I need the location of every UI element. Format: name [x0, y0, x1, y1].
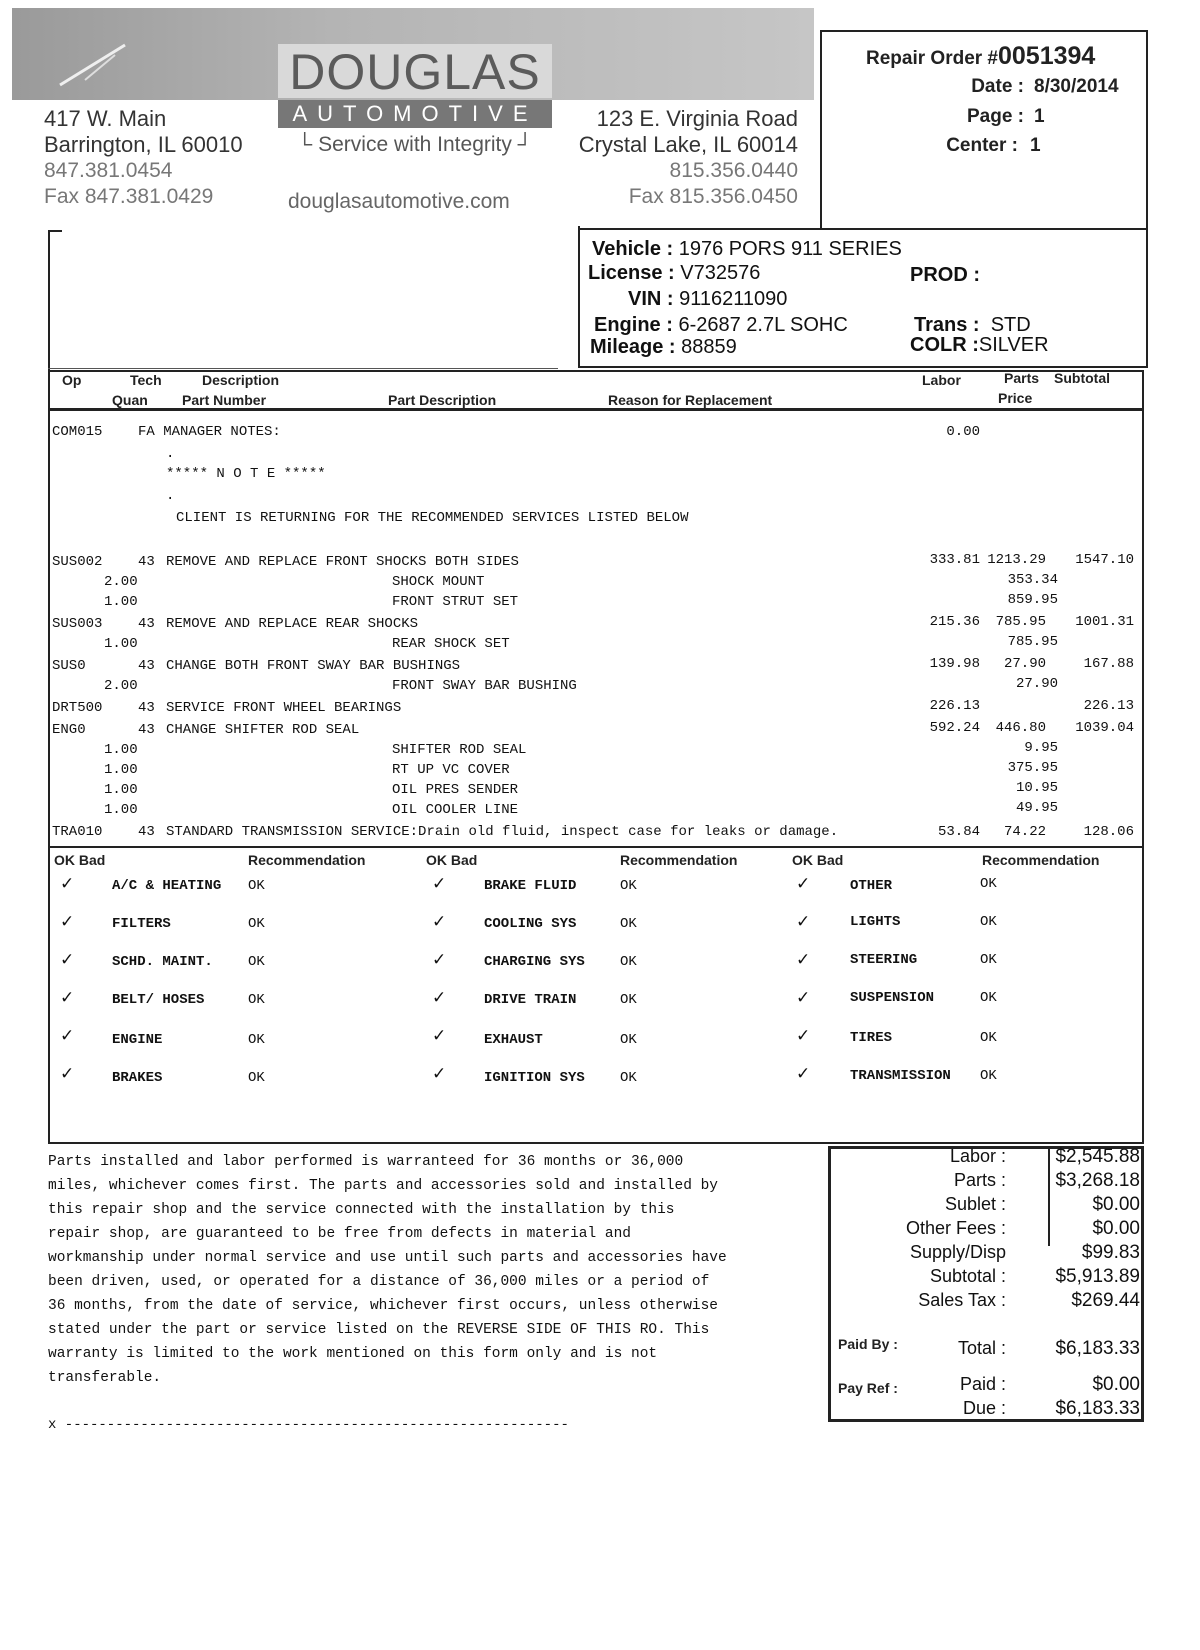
- service-op: DRT500: [52, 700, 103, 716]
- part-desc: RT UP VC COVER: [392, 762, 510, 778]
- logo-tagline: └ Service with Integrity ┘: [297, 133, 533, 156]
- col-labor: Labor: [922, 372, 961, 388]
- insp-item-value: OK: [248, 1070, 265, 1086]
- check-icon: ✓: [432, 912, 447, 931]
- part-qty: 1.00: [104, 762, 138, 778]
- check-icon: ✓: [60, 1026, 75, 1045]
- warranty-line: 36 months, from the date of service, whichever first occurs, unless otherwise: [48, 1298, 719, 1314]
- vin-row: [628, 288, 787, 311]
- part-qty: 1.00: [104, 594, 138, 610]
- line-items-frame: [48, 370, 1144, 1144]
- insp-item-name: OTHER: [850, 878, 893, 894]
- part-qty: 1.00: [104, 636, 138, 652]
- service-op: SUS003: [52, 616, 103, 632]
- insp-item-value: OK: [980, 1030, 997, 1046]
- mileage-value: 88859: [681, 336, 737, 358]
- license-row: [588, 262, 760, 285]
- insp-item-value: OK: [620, 916, 637, 932]
- service-labor: 592.24: [929, 720, 980, 736]
- engine-row: [594, 314, 848, 337]
- supply-disp-label: Supply/Disp: [909, 1242, 1006, 1262]
- supply-disp-value: $99.83: [1081, 1242, 1140, 1263]
- insp-item-name: IGNITION SYS: [484, 1070, 585, 1086]
- insp-item-value: OK: [980, 914, 997, 930]
- insp-item-name: DRIVE TRAIN: [484, 992, 577, 1008]
- insp-item-name: SCHD. MAINT.: [112, 954, 213, 970]
- ro-date-label: Date :: [971, 76, 1024, 97]
- shop-website[interactable]: douglasautomotive.com: [288, 190, 510, 213]
- check-icon: ✓: [60, 950, 75, 969]
- colr-label: COLR :: [910, 334, 979, 356]
- service-parts: 785.95: [995, 614, 1046, 630]
- warranty-line: been driven, used, or operated for a distance of 36,000 miles or a period of: [48, 1274, 710, 1290]
- check-icon: ✓: [796, 1064, 811, 1083]
- service-parts: 1213.29: [987, 552, 1046, 568]
- paid-label: Paid :: [959, 1374, 1006, 1394]
- location1-phone: 847.381.0454: [44, 159, 173, 182]
- warranty-line: repair shop, are guaranteed to be free from defects in material and: [48, 1226, 631, 1242]
- insp-item-name: STEERING: [850, 952, 918, 968]
- part-price: 375.95: [1007, 760, 1058, 776]
- service-op: ENG0: [52, 722, 86, 738]
- colr-value: SILVER: [978, 334, 1049, 356]
- service-subtotal: 128.06: [1083, 824, 1134, 840]
- service-subtotal: 226.13: [1083, 698, 1134, 714]
- service-tech: 43: [138, 722, 155, 738]
- part-desc: OIL PRES SENDER: [392, 782, 519, 798]
- check-icon: ✓: [796, 874, 811, 893]
- ro-number: 0051394: [998, 42, 1096, 70]
- part-price: 785.95: [1007, 634, 1058, 650]
- service-parts: 446.80: [995, 720, 1046, 736]
- location2-city: Crystal Lake, IL 60014: [578, 132, 798, 157]
- paid-by-label: Paid By :: [838, 1336, 898, 1352]
- insp-okbad-1: OK Bad: [54, 852, 106, 868]
- warranty-line: this repair shop and the service connected with the installation by this: [48, 1202, 675, 1218]
- insp-item-name: BRAKE FLUID: [484, 878, 577, 894]
- signature-line[interactable]: x ------------------------------------------------------------: [48, 1417, 569, 1433]
- insp-item-name: TRANSMISSION: [850, 1068, 951, 1084]
- service-parts: 27.90: [1003, 656, 1046, 672]
- col-tech: Tech: [130, 372, 162, 388]
- service-labor: 53.84: [937, 824, 980, 840]
- part-desc: SHIFTER ROD SEAL: [392, 742, 527, 758]
- insp-rec-1: Recommendation: [248, 852, 366, 868]
- warranty-line: stated under the part or service listed on the REVERSE SIDE OF THIS RO. This: [48, 1322, 710, 1338]
- insp-item-value: OK: [248, 916, 265, 932]
- sales-tax-value: $269.44: [1071, 1290, 1140, 1311]
- part-desc: FRONT STRUT SET: [392, 594, 519, 610]
- mileage-label: Mileage :: [590, 336, 676, 358]
- vin-value: 9116211090: [679, 288, 788, 310]
- part-qty: 1.00: [104, 802, 138, 818]
- col-subtotal: Subtotal: [1054, 370, 1110, 386]
- warranty-line: Parts installed and labor performed is warranteed for 36 months or 36,000: [48, 1154, 684, 1170]
- insp-item-name: FILTERS: [112, 916, 171, 932]
- license-label: License :: [588, 262, 675, 284]
- service-parts: 74.22: [1003, 824, 1046, 840]
- service-desc: STANDARD TRANSMISSION SERVICE:Drain old fluid, inspect case for leaks or damage.: [166, 824, 839, 840]
- warranty-line: warranty is limited to the work mentioned on this form only and is not: [48, 1346, 658, 1362]
- insp-item-value: OK: [980, 876, 997, 892]
- insp-item-value: OK: [620, 1070, 637, 1086]
- labor-total-label: Labor :: [949, 1146, 1006, 1166]
- insp-okbad-3: OK Bad: [792, 852, 844, 868]
- notes-dot-2: .: [166, 488, 175, 504]
- insp-item-value: OK: [620, 992, 637, 1008]
- check-icon: ✓: [60, 912, 75, 931]
- notes-labor: 0.00: [946, 424, 980, 440]
- insp-item-value: OK: [620, 878, 637, 894]
- col-part-number: Part Number: [182, 392, 267, 408]
- warranty-line: transferable.: [48, 1370, 162, 1386]
- check-icon: ✓: [60, 1064, 75, 1083]
- part-price: 27.90: [1015, 676, 1058, 692]
- frame-bottom-rule: [48, 1142, 1144, 1144]
- sublet-value: $0.00: [1092, 1194, 1140, 1215]
- insp-item-value: OK: [248, 954, 265, 970]
- service-desc: SERVICE FRONT WHEEL BEARINGS: [166, 700, 402, 716]
- col-price: Price: [998, 390, 1033, 406]
- insp-item-name: A/C & HEATING: [112, 878, 222, 894]
- insp-item-value: OK: [248, 992, 265, 1008]
- total-label: Total :: [957, 1338, 1006, 1358]
- paid-value: $0.00: [1092, 1374, 1140, 1395]
- subtotal-value: $5,913.89: [1055, 1266, 1140, 1287]
- insp-item-name: SUSPENSION: [850, 990, 935, 1006]
- part-qty: 2.00: [104, 678, 138, 694]
- check-icon: ✓: [432, 1064, 447, 1083]
- warranty-line: miles, whichever comes first. The parts and accessories sold and installed by: [48, 1178, 719, 1194]
- colr-row: [910, 334, 1049, 357]
- trans-value: STD: [990, 314, 1031, 336]
- insp-item-name: ENGINE: [112, 1032, 163, 1048]
- col-op: Op: [62, 372, 82, 388]
- prod-label: PROD :: [910, 264, 980, 286]
- insp-item-value: OK: [980, 990, 997, 1006]
- license-value: V732576: [680, 262, 761, 284]
- insp-item-name: EXHAUST: [484, 1032, 543, 1048]
- insp-item-name: LIGHTS: [850, 914, 901, 930]
- col-quan: Quan: [112, 392, 148, 408]
- ro-date: 8/30/2014: [1034, 76, 1119, 97]
- insp-item-name: BRAKES: [112, 1070, 163, 1086]
- repair-order-number: [866, 42, 1095, 71]
- service-labor: 333.81: [929, 552, 980, 568]
- check-icon: ✓: [796, 912, 811, 931]
- col-description: Description: [202, 372, 280, 388]
- insp-item-value: OK: [980, 952, 997, 968]
- insp-item-value: OK: [980, 1068, 997, 1084]
- parts-total-label: Parts :: [953, 1170, 1006, 1190]
- part-desc: REAR SHOCK SET: [392, 636, 510, 652]
- location1-city: Barrington, IL 60010: [44, 132, 243, 157]
- part-qty: 1.00: [104, 782, 138, 798]
- col-parts: Parts: [1004, 370, 1040, 386]
- insp-item-value: OK: [620, 954, 637, 970]
- part-price: 49.95: [1015, 800, 1058, 816]
- tagline-text: Service with Integrity: [318, 133, 512, 156]
- check-icon: ✓: [432, 988, 447, 1007]
- part-qty: 2.00: [104, 574, 138, 590]
- check-icon: ✓: [796, 950, 811, 969]
- part-price: 859.95: [1007, 592, 1058, 608]
- logo-name: DOUGLAS: [289, 44, 541, 100]
- service-desc: CHANGE BOTH FRONT SWAY BAR BUSHINGS: [166, 658, 461, 674]
- service-subtotal: 1547.10: [1075, 552, 1134, 568]
- service-tech: 43: [138, 616, 155, 632]
- notes-title: FA MANAGER NOTES:: [138, 424, 281, 440]
- service-op: SUS002: [52, 554, 103, 570]
- check-icon: ✓: [60, 874, 75, 893]
- scratch-mark: [55, 40, 135, 90]
- ro-label: Repair Order #: [866, 48, 998, 69]
- due-label: Due :: [962, 1398, 1006, 1418]
- service-desc: REMOVE AND REPLACE FRONT SHOCKS BOTH SIDES: [166, 554, 519, 570]
- check-icon: ✓: [796, 1026, 811, 1045]
- check-icon: ✓: [796, 988, 811, 1007]
- check-icon: ✓: [432, 950, 447, 969]
- service-subtotal: 1001.31: [1075, 614, 1134, 630]
- sublet-label: Sublet :: [944, 1194, 1006, 1214]
- bracket-bottom: [48, 368, 558, 369]
- location2-street: 123 E. Virginia Road: [596, 106, 798, 131]
- service-subtotal: 1039.04: [1075, 720, 1134, 736]
- service-op: TRA010: [52, 824, 103, 840]
- part-price: 9.95: [1024, 740, 1058, 756]
- service-tech: 43: [138, 824, 155, 840]
- vehicle-label: Vehicle :: [592, 238, 674, 260]
- insp-rec-2: Recommendation: [620, 852, 738, 868]
- insp-rec-3: Recommendation: [982, 852, 1100, 868]
- insp-item-name: TIRES: [850, 1030, 893, 1046]
- parts-total-value: $3,268.18: [1055, 1170, 1140, 1191]
- part-desc: SHOCK MOUNT: [392, 574, 485, 590]
- warranty-text: [48, 1150, 808, 1390]
- service-tech: 43: [138, 554, 155, 570]
- vehicle-value: 1976 PORS 911 SERIES: [678, 238, 902, 260]
- vehicle-box-top: [578, 228, 1144, 230]
- insp-item-value: OK: [248, 878, 265, 894]
- engine-value: 6-2687 2.7L SOHC: [678, 314, 848, 336]
- labor-total-value: $2,545.88: [1055, 1146, 1140, 1167]
- notes-client: CLIENT IS RETURNING FOR THE RECOMMENDED SERVICES LISTED BELOW: [176, 510, 689, 526]
- part-desc: OIL COOLER LINE: [392, 802, 519, 818]
- part-price: 10.95: [1015, 780, 1058, 796]
- mileage-row: [590, 336, 737, 359]
- part-qty: 1.00: [104, 742, 138, 758]
- insp-item-value: OK: [620, 1032, 637, 1048]
- header-rule: [48, 408, 1144, 411]
- part-price: 353.34: [1007, 572, 1058, 588]
- insp-okbad-2: OK Bad: [426, 852, 478, 868]
- other-fees-value: $0.00: [1092, 1218, 1140, 1239]
- bracket-top: [48, 230, 62, 232]
- ro-page-label: Page :: [966, 106, 1024, 127]
- vin-label: VIN :: [628, 288, 674, 310]
- check-icon: ✓: [432, 874, 447, 893]
- service-desc: REMOVE AND REPLACE REAR SHOCKS: [166, 616, 419, 632]
- subtotal-label: Subtotal :: [929, 1266, 1006, 1286]
- insp-item-name: CHARGING SYS: [484, 954, 585, 970]
- warranty-line: workmanship under normal service and use until such parts and accessories have: [48, 1250, 727, 1266]
- due-value: $6,183.33: [1055, 1398, 1140, 1419]
- ro-center-label: Center :: [946, 135, 1018, 156]
- notes-dot-1: .: [166, 446, 175, 462]
- vehicle-row: [592, 238, 902, 261]
- service-tech: 43: [138, 658, 155, 674]
- location1-fax: Fax 847.381.0429: [44, 185, 214, 208]
- location1-street: 417 W. Main: [44, 106, 167, 131]
- logo-subname: AUTOMOTIVE: [278, 100, 552, 128]
- service-subtotal: 167.88: [1083, 656, 1134, 672]
- sales-tax-label: Sales Tax :: [918, 1290, 1006, 1310]
- prod-row: [910, 264, 980, 287]
- pay-ref-label: Pay Ref :: [838, 1380, 898, 1396]
- service-tech: 43: [138, 700, 155, 716]
- service-op: SUS0: [52, 658, 86, 674]
- insp-item-name: BELT/ HOSES: [112, 992, 205, 1008]
- other-fees-label: Other Fees :: [905, 1218, 1006, 1238]
- location2-phone: 815.356.0440: [669, 159, 798, 182]
- bracket-left: [48, 230, 50, 370]
- trans-label: Trans :: [914, 314, 980, 336]
- notes-op: COM015: [52, 424, 103, 440]
- service-labor: 215.36: [929, 614, 980, 630]
- service-labor: 226.13: [929, 698, 980, 714]
- check-icon: ✓: [60, 988, 75, 1007]
- col-reason: Reason for Replacement: [608, 392, 773, 408]
- service-labor: 139.98: [929, 656, 980, 672]
- ro-page: 1: [1034, 106, 1045, 127]
- insp-item-value: OK: [248, 1032, 265, 1048]
- service-desc: CHANGE SHIFTER ROD SEAL: [166, 722, 360, 738]
- col-part-description: Part Description: [388, 392, 497, 408]
- location2-fax: Fax 815.356.0450: [628, 185, 798, 208]
- insp-item-name: COOLING SYS: [484, 916, 577, 932]
- notes-note: ***** N O T E *****: [166, 466, 326, 482]
- part-desc: FRONT SWAY BAR BUSHING: [392, 678, 577, 694]
- check-icon: ✓: [432, 1026, 447, 1045]
- ro-center: 1: [1030, 135, 1041, 156]
- total-value: $6,183.33: [1055, 1338, 1140, 1359]
- engine-label: Engine :: [594, 314, 673, 336]
- inspection-rule: [48, 846, 1144, 848]
